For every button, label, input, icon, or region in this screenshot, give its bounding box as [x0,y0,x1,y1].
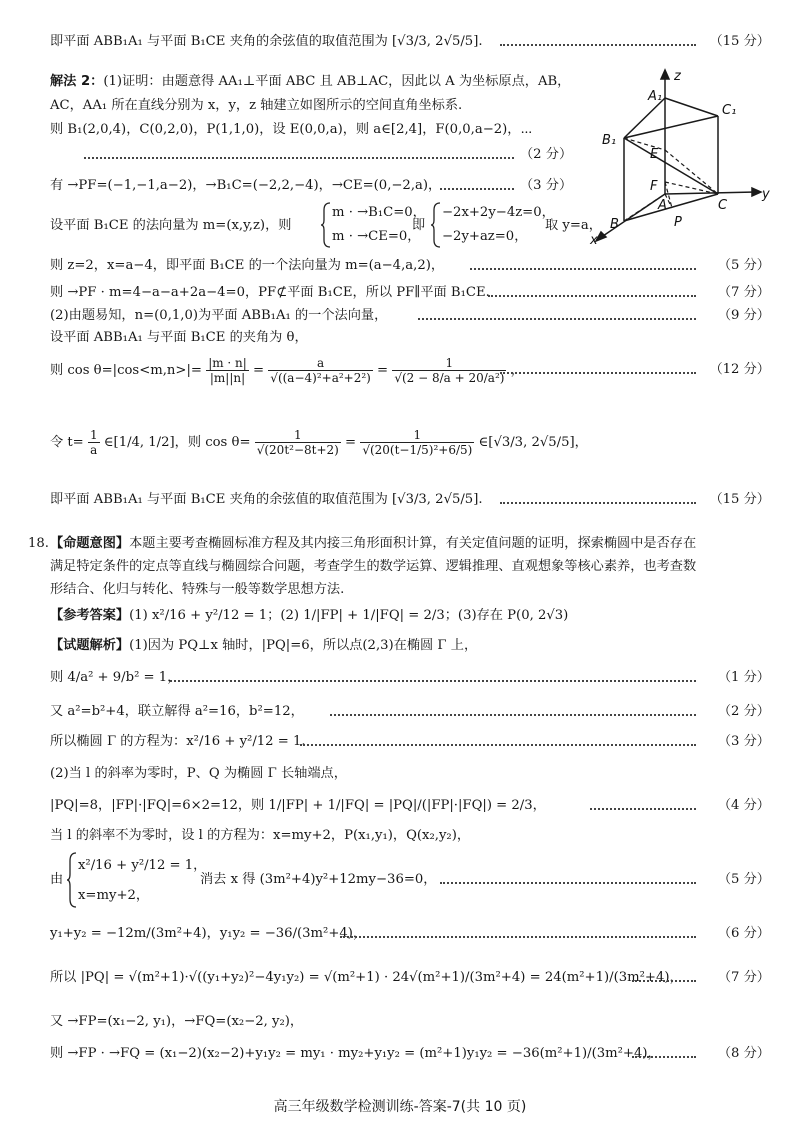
normal-setup: 设平面 B₁CE 的法向量为 m=(x,y,z)，则 [50,218,292,233]
cos-frac-1: $\frac{|m \cdot n|}{|m||n|}$ [208,356,247,385]
method2-line-3: 则 B₁(2,0,4)，C(0,2,0)，P(1,1,0)，设 E(0,0,a)，则 a∈[2,4]，F(0,0,a−2)，⋯ [50,122,533,137]
brace-left-2 [430,202,442,248]
q18-eq3: 所以椭圆 Γ 的方程为：x²/16 + y²/12 = 1. [50,734,306,749]
q18-sys-line-1: x²/16 + y²/12 = 1， [78,858,207,873]
q18-score-1: （1 分） [717,670,770,685]
vectors-line: 有 →PF=(−1,−1,a−2)，→B₁C=(−2,2,−4)，→CE=(0,−2,a)， [50,178,442,193]
prism-diagram [588,66,780,246]
edge-B-C [624,194,718,221]
system-tail: 取 y=a， [545,218,602,233]
system-b-line-2: −2y+az=0， [442,229,528,244]
leader-dots [84,157,514,159]
q18-score-6: （6 分） [717,926,770,941]
page-footer: 高三年级数学检测训练-答案-7(共 10 页) [273,1099,527,1115]
leader-dots [590,808,696,810]
sub-frac-2: $\frac{1}{\text{√(20(t−1/5)²+6/5)}}$ [362,428,473,457]
cos-theta-line: 则 cos θ=|cos<m,n>|= $\frac{|m \cdot n|}{|m||n|}$ = $\frac{a}{\text{√((a−4)²+a²+2²)}}$ = $\frac{1}{\text{√(2 − 8/a + 20/a²)}}$ ， [50,356,524,385]
q18-part2-case: 当 l 的斜率不为零时，设 l 的方程为：x=my+2，P(x₁,y₁)，Q(x₂,y₂)， [50,828,471,843]
q18-score-7: （7 分） [717,970,770,985]
q18-pq-length: 所以 |PQ| = √(m²+1)·√((y₁+y₂)²−4y₁y₂) = √(m²+1) · 24√(m²+1)/(3m²+4) = 24(m²+1)/(3m²+4)， [50,970,683,985]
system-a-line-1: m · →B₁C=0， [332,205,426,220]
edge-B1-A1 [624,98,665,138]
score-7: （7 分） [717,285,770,300]
q18-score-2: （2 分） [717,704,770,719]
system-mid: 即 [412,218,426,233]
system-a-line-2: m · →CE=0， [332,229,421,244]
q18-vieta: y₁+y₂ = −12m/(3m²+4)，y₁y₂ = −36/(3m²+4)， [50,926,367,941]
parallel-line: 则 →PF · m=4−a−a+2a−4=0，PF⊄平面 B₁CE，所以 PF∥平面 B₁CE. [50,285,490,300]
label-E: E [650,147,659,162]
q18-part2-title: (2)当 l 的斜率为零时，P、Q 为椭圆 Γ 长轴端点， [50,766,347,781]
label-z: z [674,69,681,84]
leader-dots [440,188,514,190]
q18-eq1: 则 4/a² + 9/b² = 1， [50,670,181,685]
cos-frac-3: $\frac{1}{\text{√(2 − 8/a + 20/a²)}}$ [394,356,505,385]
leader-dots [440,882,696,884]
part2-line-a: (2)由题易知，n=(0,1,0)为平面 ABB₁A₁ 的一个法向量， [50,308,388,323]
q18-part2-eq: |PQ|=8，|FP|·|FQ|=6×2=12，则 1/|FP| + 1/|FQ| = |PQ|/(|FP|·|FQ|) = 2/3， [50,798,546,813]
q18-intent-line-3: 形结合、化归与转化、特殊与一般等数学思想方法. [50,582,345,597]
leader-dots [632,980,696,982]
label-F: F [650,179,658,194]
q18-eq2: 又 a²=b²+4，联立解得 a²=16，b²=12， [50,704,304,719]
label-A: A [658,198,667,213]
segment-E-C [665,150,718,194]
score-5: （5 分） [717,258,770,273]
q18-sys-result: 消去 x 得 (3m²+4)y²+12my−36=0， [200,872,437,887]
q18-score-8: （8 分） [717,1046,770,1061]
y-arrow [752,188,761,196]
leader-dots [330,714,696,716]
label-C1: C₁ [722,103,737,118]
score-9: （9 分） [717,308,770,323]
leader-dots [340,936,696,938]
q18-score-5: （5 分） [717,872,770,887]
leader-dots [500,44,696,46]
leader-dots [470,268,696,270]
leader-dots [170,680,696,682]
q18-sys-prefix: 由 [50,872,64,887]
leader-dots [488,295,696,297]
method2-heading: 解法 2： [50,74,104,89]
conclusion-line: 即平面 ABB₁A₁ 与平面 B₁CE 夹角的余弦值的取值范围为 [√3/3, 2√5/5]. [50,492,483,507]
label-P: P [674,215,682,230]
method2-line-2: AC，AA₁ 所在直线分别为 x，y，z 轴建立如图所示的空间直角坐标系. [50,98,463,113]
q18-score-3: （3 分） [717,734,770,749]
q18-number: 18. [28,536,49,551]
label-x: x [590,233,598,246]
score-15: （15 分） [709,492,770,507]
normal-result: 则 z=2，x=a−4，即平面 B₁CE 的一个法向量为 m=(a−4,a,2)， [50,258,445,273]
label-C: C [718,198,728,213]
edge-A1-C1 [665,98,718,116]
cos-frac-2: $\frac{a}{\text{√((a−4)²+a²+2²)}}$ [270,356,371,385]
leader-dots [500,502,696,504]
label-B1: B₁ [602,133,617,148]
q18-intent-line-2: 满足特定条件的定点等直线与椭圆综合问题，考查学生的数学运算、逻辑推理、直观想象等核心素养，也考查数 [50,559,697,574]
q18-fp-fq: 又 →FP=(x₁−2, y₁)，→FQ=(x₂−2, y₂)， [50,1014,304,1029]
score-15-top: （15 分） [709,34,770,49]
top-conclusion: 即平面 ABB₁A₁ 与平面 B₁CE 夹角的余弦值的取值范围为 [√3/3, 2√5/5]. [50,34,483,49]
system-b-line-1: −2x+2y−4z=0， [442,205,555,220]
part2-line-b: 设平面 ABB₁A₁ 与平面 B₁CE 的夹角为 θ， [50,330,308,345]
score-3: （3 分） [520,178,573,193]
q18-sys-line-2: x=my+2， [78,888,150,903]
leader-dots [500,372,696,374]
q18-score-4: （4 分） [717,798,770,813]
score-12: （12 分） [709,362,770,377]
label-y: y [762,187,770,202]
leader-dots [418,318,696,320]
edge-B1-C [624,138,718,194]
edge-B1-C1 [624,116,718,138]
leader-dots [632,1056,696,1058]
brace-left-3 [66,852,78,908]
leader-dots [300,744,696,746]
sub-frac-1: $\frac{1}{\text{√(20t²−8t+2)}}$ [256,428,339,457]
substitution-line: 令 t= $\frac{1}{a}$ ∈[1/4, 1/2]，则 cos θ= $\frac{1}{\text{√(20t²−8t+2)}}$ = $\frac{1}{\text{√(20(t−1/5)²+6/5)}}$ ∈[√3/3, 2√5/5]， [50,428,588,457]
q18-answer: 【参考答案】(1) x²/16 + y²/12 = 1；(2) 1/|FP| + 1/|FQ| = 2/3；(3)存在 P(0, 2√3) [50,608,569,623]
z-arrow [661,70,669,79]
y-axis [665,192,756,194]
q18-analysis: 【试题解析】(1)因为 PQ⊥x 轴时，|PQ|=6，所以点(2,3)在椭圆 Γ 上， [50,638,478,653]
label-B: B [610,217,619,232]
segment-B1-E [624,138,665,150]
label-A1: A₁ [648,89,663,104]
t-frac: $\frac{1}{a}$ [89,428,98,457]
brace-left-1 [320,202,332,248]
method2-line-1: 解法 2：(1)证明：由题意得 AA₁⊥平面 ABC 且 AB⊥AC，因此以 A 为坐标原点，AB， [50,74,571,89]
score-2: （2 分） [520,147,573,162]
q18-dot-product: 则 →FP · →FQ = (x₁−2)(x₂−2)+y₁y₂ = my₁ · my₂+y₁y₂ = (m²+1)y₁y₂ = −36(m²+1)/(3m²+4)， [50,1046,661,1061]
q18-intent-line-1: 【命题意图】本题主要考查椭圆标准方程及其内接三角形面积计算，有关定值问题的证明，探索椭圆中是否存在 [50,536,697,551]
